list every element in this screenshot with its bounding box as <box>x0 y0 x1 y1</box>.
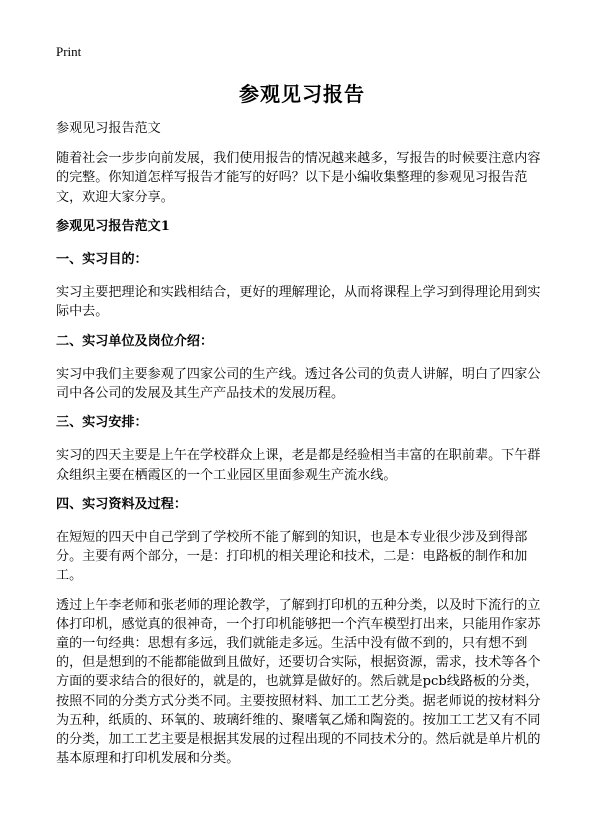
paragraph-unit-and-position: 实习中我们主要参观了四家公司的生产线。透过各公司的负责人讲解，明白了四家公司中各公司的发展及其生产产品技术的发展历程。 <box>56 366 541 402</box>
paragraph-materials-and-process-1: 在短短的四天中自己学到了学校所不能了解到的知识，也是本专业很少涉及到得部分。主要有两个部分，一是：打印机的相关理论和技术，二是：电路板的制作和加工。 <box>56 530 528 584</box>
print-link[interactable]: Print <box>56 44 82 59</box>
section-title: 参观见习报告范文1 <box>56 218 170 234</box>
heading-internship-purpose: 一、实习目的： <box>56 252 148 268</box>
paragraph-internship-purpose: 实习主要把理论和实践相结合，更好的理解理论，从而将课程上学习到得理论用到实际中去。 <box>56 285 541 320</box>
heading-internship-schedule: 三、实习安排： <box>56 415 148 431</box>
heading-materials-and-process: 四、实习资料及过程： <box>56 496 187 512</box>
paragraph-materials-and-process-2: 透过上午李老师和张老师的理论教学，了解到打印机的五种分类，以及时下流行的立体打印机，感觉真的很神奇，一个打印机能够把一个汽车模型打出来，只能用作家苏童的一句经典：思想有多远，我们就能走多远。生活中没有做不到的，只有想不到的，但是想到的不能都能做到且做好，还要切合实际，根据资源，需求，技术等各个方面的要求结合的很好的，就是的，也就算是做好的。然后就是pcb线路板的分类，按照不同的分类方式分类不同。主要按照材料、加工工艺分类。据老师说的按材料分为五种，纸质的、环氧的、玻璃纤维的、聚嗜氧乙烯和陶瓷的。按加工工艺又有不同的分类，加工工艺主要是根据其发展的过程出现的不同技术分的。然后就是单片机的基本原理和打印机发展和分类。 <box>56 597 541 767</box>
intro-paragraph: 随着社会一步步向前发展，我们使用报告的情况越来越多，写报告的时候要注意内容的完整。你知道怎样写报告才能写的好吗？以下是小编收集整理的参观见习报告范文，欢迎大家分享。 <box>56 151 541 205</box>
document-title: 参观见习报告 <box>239 82 365 106</box>
heading-unit-and-position: 二、实习单位及岗位介绍： <box>56 333 214 349</box>
paragraph-internship-schedule: 实习的四天主要是上午在学校群众上课，老是都是经验相当丰富的在职前辈。下午群众组织主要在栖霞区的一个工业园区里面参观生产流水线。 <box>56 448 541 483</box>
document-subtitle: 参观见习报告范文 <box>56 121 161 136</box>
